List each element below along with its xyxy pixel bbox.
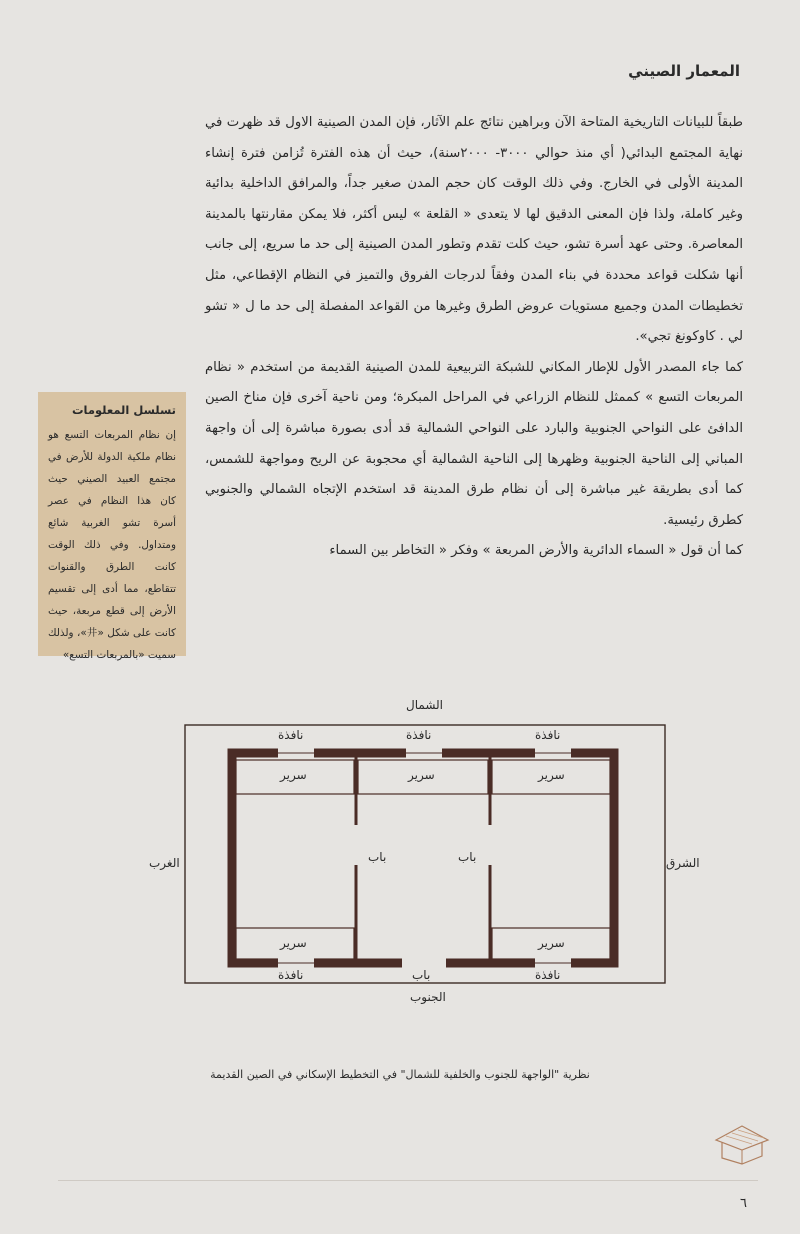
label-window-bottom-left: نافذة: [278, 968, 304, 982]
footer-divider: [58, 1180, 758, 1181]
label-east: الشرق: [666, 856, 700, 870]
label-window-top-left: نافذة: [278, 728, 304, 742]
label-door-south: باب: [412, 968, 431, 982]
paragraph-1: طبقاً للبيانات التاريخية المتاحة الآن وبراهين نتائج علم الآثار، فإن المدن الصينية الاول قد ظهرت في نهاية المجتمع البدائي( أي منذ حوالي ٣٠٠٠- ٢٠٠٠سنة)، حيث أن هذه الفترة تُزامن فترة إنشاء المدينة الأولى في الخارج. وفي ذلك الوقت كان حجم المدن صغير جداً، والمرافق الداخلية بدائية وغير كاملة، ولذا فإن المعنى الدقيق لها لا يتعدى « القلعة » ليس أكثر، فلا يمكن مقارنتها بالمدينة المعاصرة. وحتى عهد أسرة تشو، حيث كلت تقدم وتطور المدن الصينية إلى حد ما سريع، إلى جانب أنها شكلت قواعد محددة في بناء المدن وفقاً لدرجات الفروق والتميز في النظام الإقطاعي، مثل تخطيطات المدن وجميع مستويات عروض الطرق وغيرها من القواعد المفصلة إلى حد ما ل « تشو لي . كاوكونغ تجي».: [205, 115, 743, 345]
label-window-top-center: نافذة: [406, 728, 432, 742]
page-number: ٦: [740, 1196, 747, 1211]
page-header-title: المعمار الصيني: [628, 62, 740, 80]
door-south: [402, 958, 446, 968]
label-bed-bottom-left: سرير: [280, 936, 307, 950]
label-window-bottom-right: نافذة: [535, 968, 561, 982]
diagram-caption: نظرية "الواجهة للجنوب والخلفية للشمال" في التخطيط الإسكاني في الصين القديمة: [210, 1068, 590, 1081]
house-sketch-icon: [712, 1120, 772, 1168]
label-west: الغرب: [149, 856, 180, 870]
label-bed-bottom-right: سرير: [538, 936, 565, 950]
label-bed-top-center: سرير: [408, 768, 435, 782]
door-left: [351, 825, 361, 865]
courtyard-outline: [185, 725, 665, 983]
sidebar-text: إن نظام المربعات التسع هو نظام ملكية الدولة للأرض في مجتمع العبيد الصيني حيث كان هذا النظام في عصر أسرة تشو الغربية شائع ومتداول. وفي ذلك الوقت كانت الطرق والقنوات تتقاطع، مما أدى إلى تقسيم الأرض إلى قطع مربعة، حيث كانت على شكل «井»، ولذلك سميت «بالمربعات التسع»: [48, 429, 176, 661]
info-sidebar-box: [38, 392, 186, 661]
door-right: [485, 825, 495, 865]
building-outer-wall: [232, 753, 614, 963]
label-window-top-right: نافذة: [535, 728, 561, 742]
paragraph-2: كما جاء المصدر الأول للإطار المكاني للشبكة التربيعية للمدن الصينية القديمة من استخدم « نظام المربعات التسع » كممثل للنظام الزراعي في المراحل المبكرة؛ ومن ناحية آخرى فإن مناخ الصين الدافئ على النواحي الجنوبية والبارد على النواحي الشمالية قد أدى بصورة مباشرة إلى أن واجهة المباني إلى الناحية الجنوبية وظهرها إلى الناحية الشمالية أي محجوبة عن الريح ومواجهة للشمس، كما أدى بطريقة غير مباشرة إلى أن نظام طرق المدينة قد استخدم الإتجاه الشمالي والجنوبي كطرق رئيسية.: [205, 359, 743, 528]
sidebar-title: تسلسل المعلومات: [71, 403, 176, 417]
house-plan-diagram: [150, 690, 700, 1010]
label-north: الشمال: [406, 698, 444, 712]
label-bed-top-right: سرير: [538, 768, 565, 782]
label-door-left: باب: [368, 850, 387, 864]
label-bed-top-left: سرير: [280, 768, 307, 782]
label-door-right: باب: [458, 850, 477, 864]
label-south: الجنوب: [410, 990, 446, 1004]
main-text-body: [205, 108, 743, 567]
paragraph-3: كما أن قول « السماء الدائرية والأرض المربعة » وفكر « التخاطر بين السماء: [329, 543, 743, 559]
